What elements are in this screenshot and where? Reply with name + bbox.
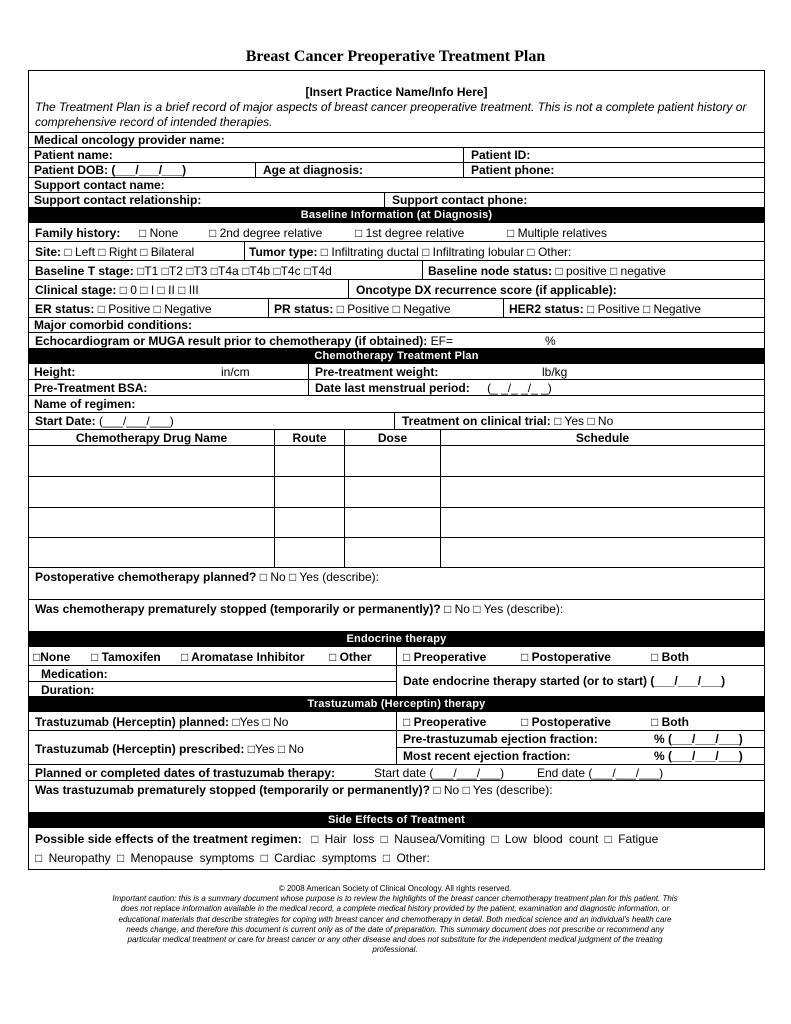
- col-drug-name: Chemotherapy Drug Name: [75, 431, 228, 445]
- chemo-header: Chemotherapy Treatment Plan: [29, 349, 764, 364]
- table-row[interactable]: [29, 477, 764, 508]
- tz-stopped-label: Was trastuzumab prematurely stopped (temporarily or permanently)?: [35, 783, 430, 797]
- tz-prescribed-options[interactable]: □Yes □ No: [247, 742, 304, 756]
- side-effects-label: Possible side effects of the treatment regimen:: [35, 832, 302, 846]
- endocrine-header: Endocrine therapy: [29, 632, 764, 647]
- col-schedule: Schedule: [575, 431, 630, 445]
- family-label: Family history:: [35, 226, 121, 240]
- start-date-row: [29, 413, 764, 430]
- endo-other-checkbox[interactable]: □ Other: [329, 650, 372, 664]
- t-stage-options[interactable]: □T1 □T2 □T3 □T4a □T4b □T4c □T4d: [137, 264, 332, 278]
- age-label: Age at diagnosis:: [263, 163, 364, 177]
- tz-end-date[interactable]: End date (___/___/___): [537, 766, 664, 780]
- patient-name-row[interactable]: [29, 148, 764, 163]
- tz-both-checkbox[interactable]: □ Both: [651, 715, 689, 729]
- lmp-value: (_ _/_ _/_ _): [487, 381, 552, 395]
- height-row[interactable]: [29, 364, 764, 380]
- recent-ef-label: Most recent ejection fraction:: [403, 749, 571, 763]
- receptor-row: [29, 299, 764, 318]
- echo-row[interactable]: [29, 333, 764, 349]
- endo-postop-checkbox[interactable]: □ Postoperative: [521, 650, 611, 664]
- lmp-label: Date last menstrual period:: [315, 381, 470, 395]
- caution-text: Important caution: this is a summary document whose purpose is to review the highlights of the breast cancer chemotherapy treatment plan for this patient. This does not replace information available in the medical record, a complete medical history provided by the patient, examination and diagnostic information, or educational materials that describe strategies for coping with breast cancer and chemotherapy in detail. Both medical science and an individual's health care needs change, and therefore this document is current only as of the date of preparation. This summary document does not prescribe or recommend any particular medical treatment or care for breast cancer or any other disease and does not substitute for the independent medical judgment of the treating professional.: [112, 894, 678, 955]
- family-2nd-checkbox[interactable]: □ 2nd degree relative: [209, 226, 323, 240]
- pre-ef-value[interactable]: % (___/___/___): [654, 732, 743, 746]
- endo-preop-checkbox[interactable]: □ Preoperative: [403, 650, 487, 664]
- treatment-plan-form: [28, 70, 765, 870]
- tz-planned-label: Trastuzumab (Herceptin) planned:: [35, 715, 230, 729]
- pr-options[interactable]: □ Positive □ Negative: [336, 302, 451, 316]
- endo-ai-checkbox[interactable]: □ Aromatase Inhibitor: [181, 650, 305, 664]
- table-row[interactable]: [29, 508, 764, 538]
- baseline-header: Baseline Information (at Diagnosis): [29, 208, 764, 223]
- postop-label: Postoperative chemotherapy planned?: [35, 570, 257, 584]
- side-effects-options-2[interactable]: □ Neuropathy □ Menopause symptoms □ Cardiac symptoms □ Other:: [35, 851, 430, 865]
- start-value[interactable]: (___/___/___): [99, 414, 174, 428]
- family-1st-checkbox[interactable]: □ 1st degree relative: [355, 226, 465, 240]
- recent-ef-value[interactable]: % (___/___/___): [654, 749, 743, 763]
- trastuzumab-dates-row: [29, 765, 764, 781]
- trastuzumab-header: Trastuzumab (Herceptin) therapy: [29, 697, 764, 712]
- tumor-label: Tumor type:: [249, 245, 318, 259]
- echo-ef-label: EF=: [430, 334, 453, 348]
- tz-preop-checkbox[interactable]: □ Preoperative: [403, 715, 487, 729]
- bsa-row[interactable]: [29, 380, 764, 396]
- table-row[interactable]: [29, 446, 764, 477]
- support-rel-label: Support contact relationship:: [34, 193, 202, 207]
- clinical-label: Clinical stage:: [35, 283, 117, 297]
- col-route: Route: [292, 431, 327, 445]
- node-label: Baseline node status:: [428, 264, 553, 278]
- her2-options[interactable]: □ Positive □ Negative: [587, 302, 701, 316]
- trial-options[interactable]: □ Yes □ No: [554, 414, 614, 428]
- her2-label: HER2 status:: [509, 302, 584, 316]
- t-stage-row: [29, 261, 764, 280]
- echo-label: Echocardiogram or MUGA result prior to chemotherapy (if obtained):: [35, 334, 428, 348]
- family-multiple-checkbox[interactable]: □ Multiple relatives: [507, 226, 607, 240]
- endo-none-checkbox[interactable]: □None: [33, 650, 71, 664]
- chemo-stopped-row: [29, 600, 764, 632]
- t-stage-label: Baseline T stage:: [35, 264, 134, 278]
- oncotype-label[interactable]: Oncotype DX recurrence score (if applicable):: [356, 283, 617, 297]
- endo-date-started[interactable]: Date endocrine therapy started (or to start) (___/___/___): [403, 674, 726, 688]
- regimen-label: Name of regimen:: [34, 397, 136, 411]
- tz-planned-options[interactable]: □Yes □ No: [232, 715, 289, 729]
- col-dose: Dose: [377, 431, 408, 445]
- practice-header: [29, 71, 764, 133]
- support-name-label: Support contact name:: [34, 178, 165, 192]
- trastuzumab-stopped-row: [29, 781, 764, 813]
- endocrine-medication-row: [29, 666, 764, 697]
- endocrine-options-row: [29, 647, 764, 666]
- duration-label[interactable]: Duration:: [41, 683, 95, 697]
- patient-dob-label: Patient DOB: (___/___/___): [34, 163, 187, 177]
- support-phone-label: Support contact phone:: [392, 193, 528, 207]
- weight-unit: lb/kg: [542, 365, 568, 379]
- page-title: Breast Cancer Preoperative Treatment Plan: [245, 48, 546, 65]
- table-row[interactable]: [29, 538, 764, 568]
- family-history-row: [29, 223, 764, 242]
- chemo-stopped-label: Was chemotherapy prematurely stopped (temporarily or permanently)?: [35, 602, 441, 616]
- footer: [110, 884, 680, 955]
- height-unit: in/cm: [221, 365, 250, 379]
- echo-percent: %: [545, 334, 556, 348]
- comorbid-label: Major comorbid conditions:: [34, 318, 192, 332]
- drug-table-header: [29, 430, 764, 446]
- tz-stopped-options[interactable]: □ No □ Yes (describe):: [433, 783, 553, 797]
- side-effects-header: Side Effects of Treatment: [29, 813, 764, 828]
- side-effects-options-1[interactable]: □ Hair loss □ Nausea/Vomiting □ Low blood count □ Fatigue: [311, 832, 659, 846]
- weight-label: Pre-treatment weight:: [315, 365, 439, 379]
- tumor-options[interactable]: □ Infiltrating ductal □ Infiltrating lobular □ Other:: [320, 245, 572, 259]
- endo-tamoxifen-checkbox[interactable]: □ Tamoxifen: [91, 650, 161, 664]
- chemo-stopped-options[interactable]: □ No □ Yes (describe):: [444, 602, 564, 616]
- tz-dates-label: Planned or completed dates of trastuzumab therapy:: [35, 766, 336, 780]
- pr-label: PR status:: [274, 302, 334, 316]
- trastuzumab-prescribed-row: [29, 731, 764, 765]
- tz-postop-checkbox[interactable]: □ Postoperative: [521, 715, 611, 729]
- site-options[interactable]: □ Left □ Right □ Bilateral: [64, 245, 195, 259]
- tz-start-date[interactable]: Start date (___/___/___): [374, 766, 505, 780]
- pre-ef-label: Pre-trastuzumab ejection fraction:: [403, 732, 598, 746]
- er-label: ER status:: [35, 302, 95, 316]
- site-row: [29, 242, 764, 261]
- endo-both-checkbox[interactable]: □ Both: [651, 650, 689, 664]
- family-none-checkbox[interactable]: □ None: [139, 226, 179, 240]
- comorbid-row[interactable]: [29, 318, 764, 333]
- site-label: Site:: [35, 245, 62, 259]
- trastuzumab-planned-row: [29, 712, 764, 731]
- copyright: © 2008 American Society of Clinical Oncology. All rights reserved.: [278, 884, 512, 893]
- postop-chemo-row: [29, 568, 764, 600]
- patient-name-label: Patient name:: [34, 148, 113, 162]
- height-label: Height:: [34, 365, 76, 379]
- clinical-stage-row: [29, 280, 764, 299]
- provider-label: Medical oncology provider name:: [34, 133, 225, 147]
- clinical-options[interactable]: □ 0 □ I □ II □ III: [119, 283, 199, 297]
- er-options[interactable]: □ Positive □ Negative: [97, 302, 212, 316]
- support-rel-row[interactable]: [29, 193, 764, 208]
- provider-row[interactable]: [29, 133, 764, 148]
- tz-prescribed-label: Trastuzumab (Herceptin) prescribed:: [35, 742, 245, 756]
- intro-text: The Treatment Plan is a brief record of major aspects of breast cancer preoperative treatment. This is not a complete patient history or comprehensive record of intended therapies.: [35, 100, 747, 129]
- practice-info[interactable]: [Insert Practice Name/Info Here]: [305, 85, 488, 99]
- regimen-row[interactable]: [29, 396, 764, 413]
- node-options[interactable]: □ positive □ negative: [555, 264, 666, 278]
- side-effects-row: [29, 828, 764, 870]
- patient-phone-label: Patient phone:: [471, 163, 555, 177]
- start-label: Start Date:: [35, 414, 96, 428]
- trial-label: Treatment on clinical trial:: [402, 414, 551, 428]
- patient-dob-row[interactable]: [29, 163, 764, 178]
- medication-label[interactable]: Medication:: [41, 667, 108, 681]
- bsa-label: Pre-Treatment BSA:: [34, 381, 148, 395]
- support-name-row[interactable]: [29, 178, 764, 193]
- postop-options[interactable]: □ No □ Yes (describe):: [259, 570, 379, 584]
- patient-id-label: Patient ID:: [471, 148, 531, 162]
